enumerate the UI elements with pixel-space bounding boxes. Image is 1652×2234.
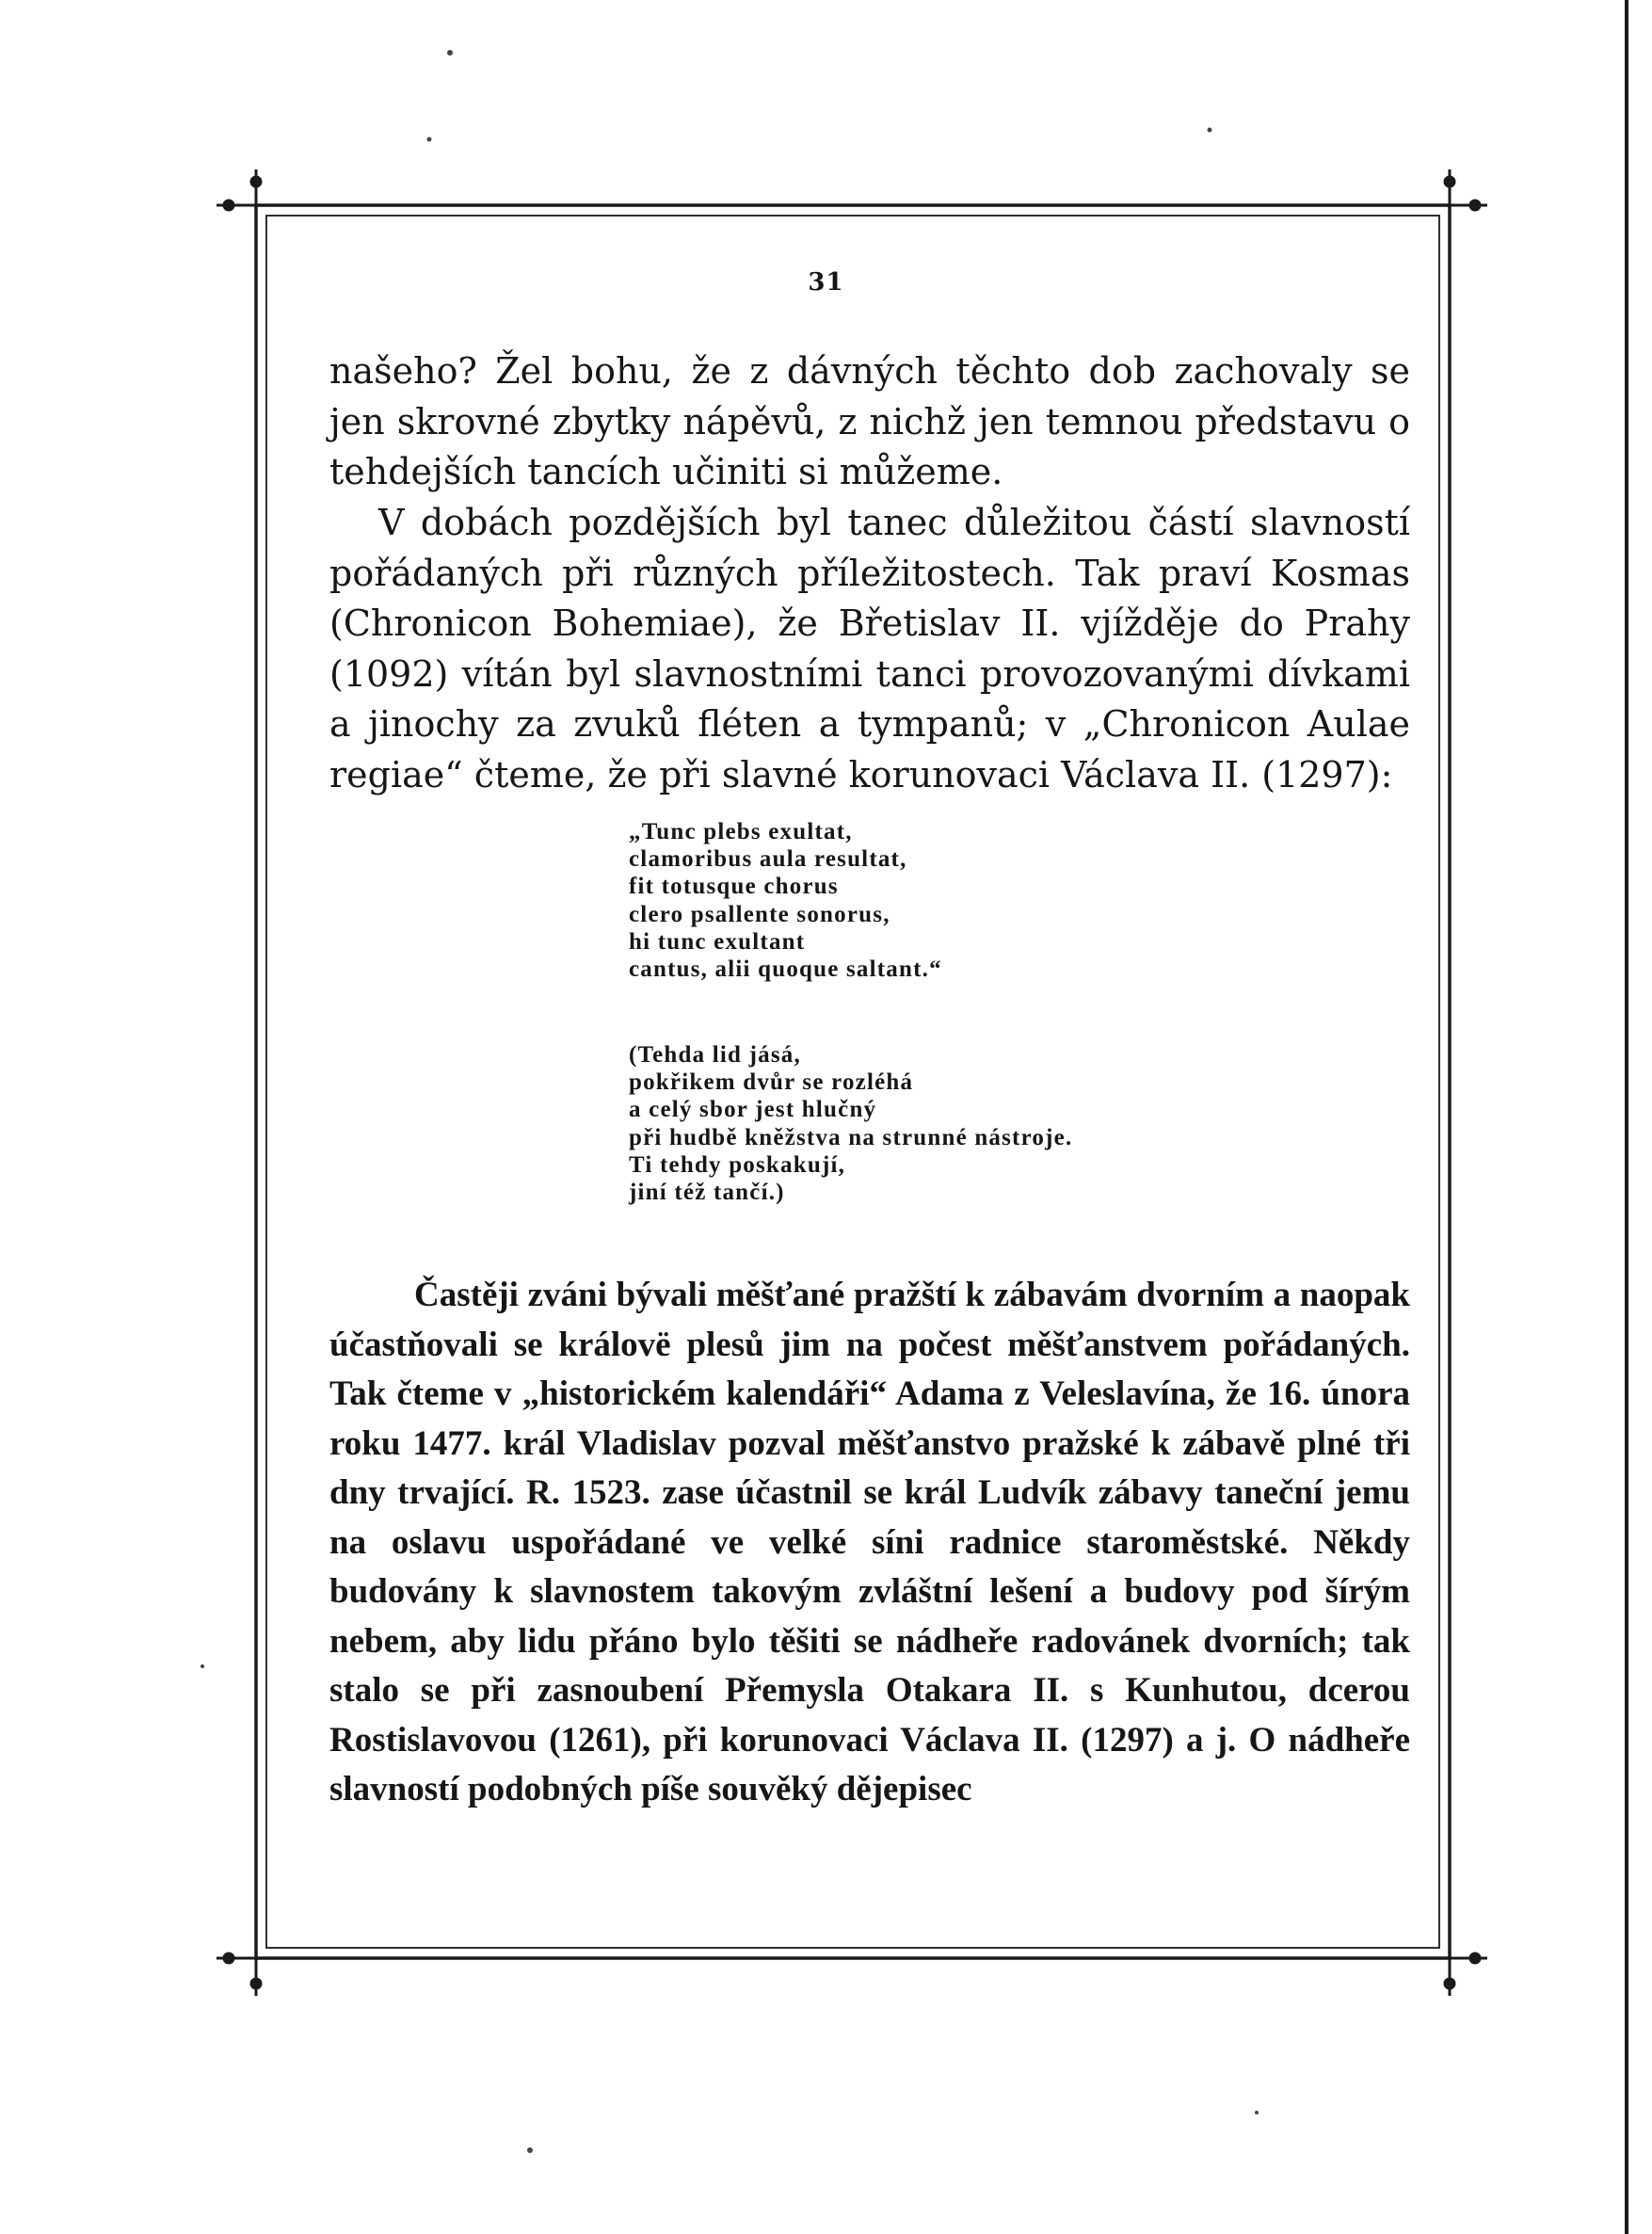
corner-ornament-top-right (1423, 169, 1487, 245)
speck (1255, 2111, 1259, 2114)
paragraph: V dobách pozdějších byl tanec důležitou částí slavností pořádaných při různých příležitostech. Tak praví Kosmas (Chronicon Bohemiae), že Břetislav II. vjížděje do Prahy (1092) vítán byl slavnostními tanci provozovanými dívkami a jinochy za zvuků fléten a tympanů; v „Chronicon Aulae regiae“ čteme, že při slavné korunovaci Václava II. (1297): (329, 502, 1410, 796)
verse-line: pokřikem dvůr se rozléhá (629, 1069, 914, 1096)
verse-line: při hudbě kněžstva na strunné nástroje. (629, 1124, 1073, 1150)
verse-line: jiní též tančí.) (629, 1180, 785, 1206)
verse-line: „Tunc plebs exultat, (629, 819, 853, 844)
verse-line: a celý sbor jest hlučný (629, 1097, 877, 1123)
speck (200, 1664, 204, 1668)
speck (427, 137, 432, 142)
corner-ornament-bottom-left (217, 1921, 282, 1996)
speck (447, 50, 453, 56)
corner-ornament-bottom-right (1423, 1921, 1487, 1996)
corner-ornament-top-left (217, 169, 282, 245)
speck (1208, 128, 1212, 133)
binding-edge (1625, 0, 1652, 2234)
page-number: 31 (808, 268, 844, 297)
verse-line: cantus, alii quoque saltant.“ (629, 956, 942, 983)
verse-line: hi tunc exultant (629, 928, 806, 955)
verse-line: clero psallente sonorus, (629, 901, 890, 927)
paragraph: Častěji zváni bývali měšťané pražští k zábavám dvorním a naopak účastňovali se královë plesů jim na počest měšťanstvem pořádaných. Tak čteme v „historickém kalendáři“ Adama z Veleslavína, že 16. února roku 1477. král Vladislav pozval měšťanstvo pražské k zábavě plné tři dny trvající. R. 1523. zase účastnil se král Ludvík zábavy taneční jemu na oslavu uspořádané ve velké síni radnice staroměstské. Někdy budovány k slavnostem takovým zvláštní lešení a budovy pod šírým nebem, aby lidu přáno bylo těšiti se nádheře radovánek dvorních; tak stalo se při zasnoubení Přemysla Otakara II. s Kunhutou, dcerou Rostislavovou (1261), při korunovaci Václava II. (1297) a j. O nádheře slavností podobných píše souvěký dějepisec (329, 1276, 1410, 1808)
verse-line: Ti tehdy poskakují, (629, 1151, 846, 1178)
verse-line: (Tehda lid jásá, (629, 1042, 801, 1068)
speck (527, 2147, 533, 2153)
czech-translation-verse (629, 1041, 1288, 1206)
verse-line: fit totusque chorus (629, 874, 839, 900)
verse-line: clamoribus aula resultat, (629, 846, 907, 873)
latin-verse (629, 818, 1288, 983)
paragraph: našeho? Žel bohu, že z dávných těchto dob zachovaly se jen skrovné zbytky nápěvů, z nichž jen temnou představu o tehdejších tancích učiniti si můžeme. (329, 350, 1410, 492)
